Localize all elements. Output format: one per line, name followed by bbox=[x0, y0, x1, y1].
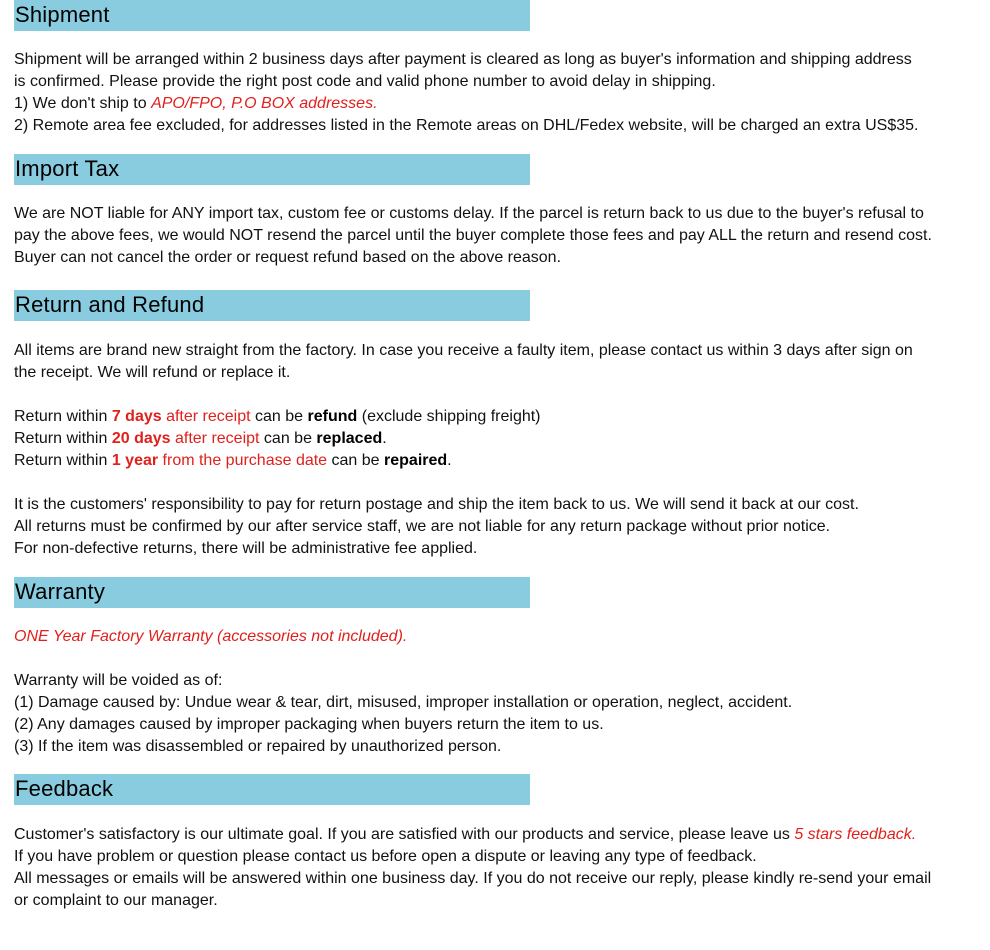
return-rule-prefix: Return within bbox=[14, 430, 112, 447]
section-header-shipment bbox=[14, 0, 530, 31]
return-refund-body bbox=[14, 340, 954, 560]
return-rule-period: 1 year bbox=[111, 452, 159, 469]
feedback-line-1-prefix: Customer's satisfactory is our ultimate goal. If you are satisfied with our products and service, please leave us bbox=[14, 826, 795, 843]
section-title-import-tax: Import Tax bbox=[15, 156, 120, 181]
shipment-body bbox=[14, 49, 954, 137]
shipment-line-4: 2) Remote area fee excluded, for addresses listed in the Remote areas on DHL/Fedex website, will be charged an extra US$35. bbox=[14, 117, 919, 134]
import-tax-line-3: Buyer can not cancel the order or request refund based on the above reason. bbox=[14, 249, 562, 266]
return-rule-replace bbox=[14, 428, 954, 450]
return-intro-line-2: the receipt. We will refund or replace it. bbox=[14, 364, 291, 381]
return-rule-action: replaced bbox=[316, 430, 383, 447]
return-rule-period: 7 days bbox=[111, 408, 162, 425]
return-note-2: All returns must be confirmed by our after service staff, we are not liable for any return package without prior notice. bbox=[14, 518, 831, 535]
feedback-body bbox=[14, 824, 954, 912]
warranty-headline: ONE Year Factory Warranty (accessories not included). bbox=[14, 628, 408, 645]
return-note-3: For non-defective returns, there will be administrative fee applied. bbox=[14, 540, 478, 557]
feedback-line-2: If you have problem or question please contact us before open a dispute or leaving any type of feedback. bbox=[14, 848, 757, 865]
section-title-shipment: Shipment bbox=[15, 2, 110, 27]
warranty-item-2: (2) Any damages caused by improper packaging when buyers return the item to us. bbox=[14, 716, 604, 733]
return-rule-prefix: Return within bbox=[14, 452, 112, 469]
shipment-line-2: is confirmed. Please provide the right post code and valid phone number to avoid delay in shipping. bbox=[14, 73, 716, 90]
import-tax-line-2: pay the above fees, we would NOT resend the parcel until the buyer complete those fees and pay ALL the return and resend cost. bbox=[14, 227, 932, 244]
return-intro-line-1: All items are brand new straight from the factory. In case you receive a faulty item, please contact us within 3 days after sign on bbox=[14, 342, 913, 359]
shipment-line-3-prefix: 1) We don't ship to bbox=[14, 95, 152, 112]
import-tax-body bbox=[14, 203, 954, 269]
feedback-line-3: All messages or emails will be answered within one business day. If you do not receive our reply, please kindly re-send your email bbox=[14, 870, 932, 887]
feedback-stars-highlight: 5 stars feedback. bbox=[794, 826, 917, 843]
shipment-line-3 bbox=[14, 93, 954, 115]
warranty-item-1: (1) Damage caused by: Undue wear & tear, dirt, misused, improper installation or operation, neglect, accident. bbox=[14, 694, 793, 711]
return-rule-refund bbox=[14, 406, 954, 428]
warranty-body bbox=[14, 626, 954, 758]
section-title-return-refund: Return and Refund bbox=[15, 292, 205, 317]
import-tax-line-1: We are NOT liable for ANY import tax, custom fee or customs delay. If the parcel is return back to us due to the buyer's refusal to bbox=[14, 205, 924, 222]
section-header-import-tax bbox=[14, 154, 530, 185]
shipment-excluded-addresses: APO/FPO, P.O BOX addresses. bbox=[151, 95, 378, 112]
feedback-line-4: or complaint to our manager. bbox=[14, 892, 218, 909]
return-rule-action: repaired bbox=[384, 452, 448, 469]
return-note-1: It is the customers' responsibility to pay for return postage and ship the item back to us. We will send it back at our cost. bbox=[14, 496, 859, 513]
return-rule-suffix: (exclude shipping freight) bbox=[357, 408, 541, 425]
return-rule-action: refund bbox=[307, 408, 358, 425]
return-rule-condition: from the purchase date bbox=[158, 452, 328, 469]
return-rule-mid: can be bbox=[259, 430, 317, 447]
return-rule-mid: can be bbox=[327, 452, 385, 469]
section-header-return-refund bbox=[14, 290, 530, 321]
warranty-voided-intro: Warranty will be voided as of: bbox=[14, 672, 223, 689]
return-rule-mid: can be bbox=[250, 408, 308, 425]
section-title-feedback: Feedback bbox=[15, 776, 114, 801]
return-rule-condition: after receipt bbox=[161, 408, 251, 425]
return-rule-repair bbox=[14, 450, 954, 472]
warranty-item-3: (3) If the item was disassembled or repaired by unauthorized person. bbox=[14, 738, 502, 755]
section-header-warranty bbox=[14, 577, 530, 608]
return-rule-period: 20 days bbox=[111, 430, 171, 447]
section-title-warranty: Warranty bbox=[15, 579, 106, 604]
return-rule-suffix: . bbox=[382, 430, 387, 447]
return-rule-suffix: . bbox=[447, 452, 452, 469]
feedback-line-1 bbox=[14, 824, 954, 846]
shipment-line-1: Shipment will be arranged within 2 business days after payment is cleared as long as buyer's information and shipping address bbox=[14, 51, 912, 68]
return-rule-condition: after receipt bbox=[170, 430, 260, 447]
return-rule-prefix: Return within bbox=[14, 408, 112, 425]
section-header-feedback bbox=[14, 774, 530, 805]
